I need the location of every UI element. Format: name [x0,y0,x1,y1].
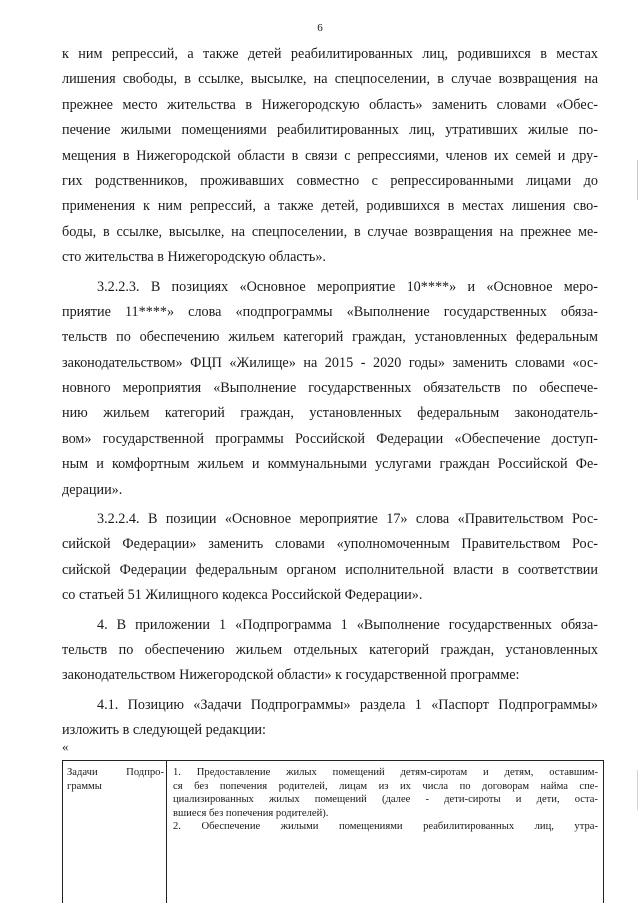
table-cell-content [168,761,602,834]
text-line: законодательством» ФЦП «Жилище» на 2015 - 2020 годы» заменить словами «ос- [62,354,598,371]
opening-quote: « [62,739,69,754]
scan-artifact [637,160,638,200]
text-line: 3.2.2.4. В позиции «Основное мероприятие 17» слова «Правительством Рос- [97,511,598,528]
table-label-line: Задачи Подпро- [67,767,164,778]
text-line: к ним репрессий, а также детей реабилитированных лиц, родившихся в местах [62,46,598,62]
page-number: 6 [317,22,323,34]
document-body [62,42,598,744]
text-line: 4.1. Позицию «Задачи Подпрограммы» раздела 1 «Паспорт Подпрограммы» [97,696,598,713]
text-line: применения к ним репрессий, а также детей, родившихся в местах лишения сво- [62,198,598,215]
text-line: сто жительства в Нижегородскую область». [62,249,326,266]
text-line: тельств по обеспечению жильем отдельных категорий граждан, установленных [62,641,598,658]
table-label-line: граммы [67,780,102,792]
text-line: сийской Федерации федеральным органом исполнительной власти в соответствии [62,561,598,578]
text-line: нию жильем категорий граждан, установленных федеральным законодатель- [62,405,598,422]
paragraph-5 [62,693,598,744]
paragraph-3 [62,507,598,609]
text-line: законодательством Нижегородской области» к государственной программе: [62,667,520,684]
text-line: ным и комфортным жильем и коммунальными услугами граждан Российской Фе- [62,456,598,473]
passport-table [62,760,604,903]
scan-artifact [637,770,638,810]
text-line: 4. В приложении 1 «Подпрограмма 1 «Выполнение государственных обяза- [97,616,598,633]
text-line: боды, в ссылке, высылке, на спецпоселении, в случае возвращения на прежнее ме- [62,223,598,240]
table-content-line: 2. Обеспечение жилыми помещениями реабилитированных лиц, утра- [173,821,598,833]
text-line: дерации». [62,481,123,498]
text-line: 3.2.2.3. В позициях «Основное мероприятие 10****» и «Основное меро- [97,278,598,295]
text-line: гих родственников, проживавших совместно с репрессированными лицами до [62,172,598,189]
paragraph-2 [62,275,598,504]
text-line: изложить в следующей редакции: [62,722,266,739]
table-content-line: ся без попечения родителей, лицам из их числа по договорам найма спе- [173,780,598,792]
text-line: со статьей 51 Жилищного кодекса Российской Федерации». [62,587,423,604]
table-content-line: циализированных жилых помещений (далее - дети-сироты и дети, оста- [173,794,598,806]
text-line: тельств по обеспечению жильем категорий граждан, установленных федеральным [62,329,598,346]
text-line: сийской Федерации» заменить словами «уполномоченным Правительством Рос- [62,536,598,553]
table-content-line: вшиеся без попечения родителей). [173,807,329,819]
paragraph-1 [62,42,598,271]
paragraph-4 [62,613,598,689]
table-cell-label [63,761,167,903]
text-line: новного мероприятия «Выполнение государственных обязательств по обеспече- [62,380,598,397]
text-line: печение жилыми помещениями реабилитированных лиц, утративших жилые по- [62,122,598,139]
text-line: вом» государственной программы Российской Федерации «Обеспечение доступ- [62,430,598,447]
table-content-line: 1. Предоставление жилых помещений детям-сиротам и детям, оставшим- [173,767,598,778]
text-line: приятие 11****» слова «подпрограммы «Выполнение государственных обяза- [62,303,598,320]
text-line: прежнее место жительства в Нижегородскую область» заменить словами «Обес- [62,96,598,113]
text-line: мещения в Нижегородской области в связи с репрессиями, членов их семей и дру- [62,147,598,164]
text-line: лишения свободы, в ссылке, высылке, на спецпоселении, в случае возвращения на [62,71,598,88]
